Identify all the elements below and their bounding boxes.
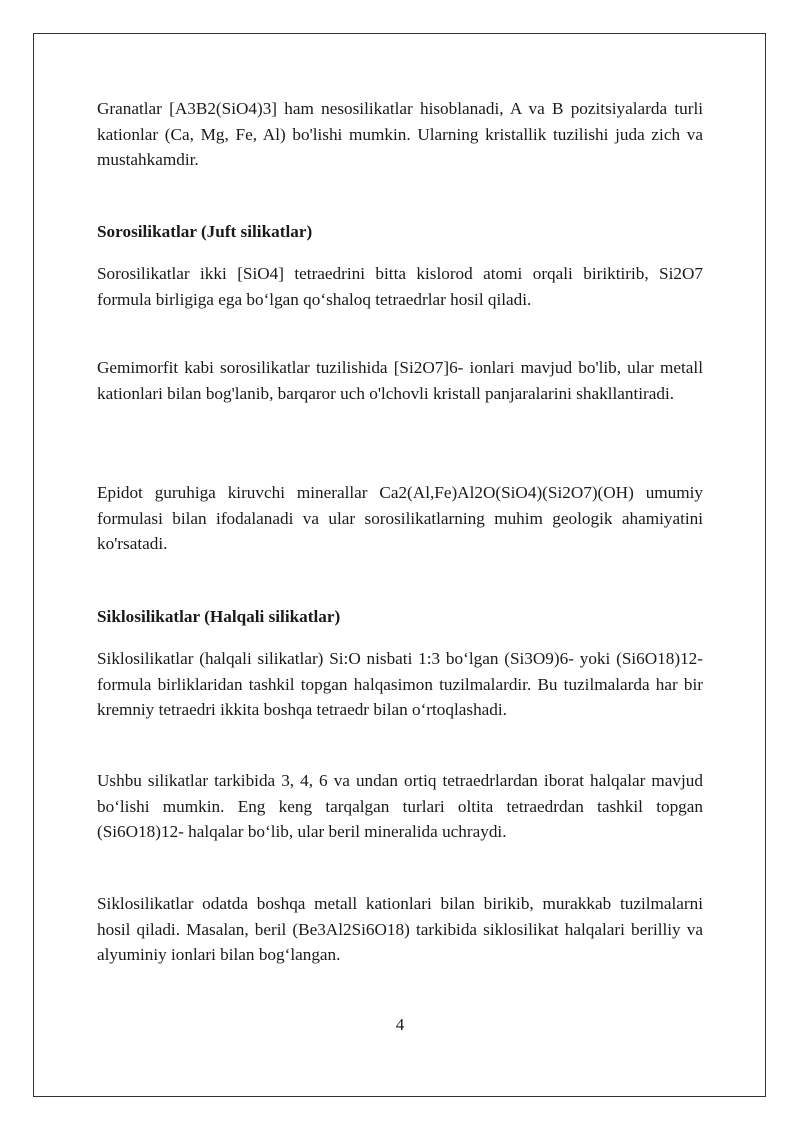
- paragraph-epidot: Epidot guruhiga kiruvchi minerallar Ca2(Al,Fe)Al2O(SiO4)(Si2O7)(OH) umumiy formulasi bilan ifodalanadi va ular sorosilikatlarning muhim geologik ahamiyatini ko'rsatadi.: [97, 483, 703, 553]
- paragraph-halqalar: Ushbu silikatlar tarkibida 3, 4, 6 va undan ortiq tetraedrlardan iborat halqalar mavjud bo‘lishi mumkin. Eng keng tarqalgan turlari oltita tetraedrdan tashkil topgan (Si6O18)12- halqalar bo‘lib, ular beril mineralida uchraydi.: [97, 771, 703, 841]
- page-number: 4: [395, 1015, 405, 1034]
- section-heading-siklosilikatlar: Siklosilikatlar (Halqali silikatlar): [97, 607, 341, 626]
- paragraph-siklosilikatlar-intro: Siklosilikatlar (halqali silikatlar) Si:O nisbati 1:3 bo‘lgan (Si3O9)6- yoki (Si6O18)12- formula birliklaridan tashkil topgan halqasimon tuzilmalardir. Bu tuzilmalarda har bir kremniy tetraedri ikkita boshqa tetraedr bilan o‘rtoqlashadi.: [97, 649, 703, 719]
- paragraph-sorosilikatlar-intro: Sorosilikatlar ikki [SiO4] tetraedrini bitta kislorod atomi orqali biriktirib, Si2O7 formula birligiga ega bo‘lgan qo‘shaloq tetraedrlar hosil qiladi.: [97, 264, 703, 309]
- paragraph-gemimorfit: Gemimorfit kabi sorosilikatlar tuzilishida [Si2O7]6- ionlari mavjud bo'lib, ular metall kationlari bilan bog'lanib, barqaror uch o'lchovli kristall panjaralarini shakllantiradi.: [97, 358, 703, 403]
- section-heading-sorosilikatlar: Sorosilikatlar (Juft silikatlar): [97, 222, 313, 241]
- paragraph-granatlar: Granatlar [A3B2(SiO4)3] ham nesosilikatlar hisoblanadi, A va B pozitsiyalarda turli kationlar (Ca, Mg, Fe, Al) bo'lishi mumkin. Ularning kristallik tuzilishi juda zich va mustahkamdir.: [97, 99, 703, 169]
- paragraph-beril: Siklosilikatlar odatda boshqa metall kationlari bilan birikib, murakkab tuzilmalarni hosil qiladi. Masalan, beril (Be3Al2Si6O18) tarkibida siklosilikat halqalari berilliy va alyuminiy ionlari bilan bog‘langan.: [97, 894, 703, 964]
